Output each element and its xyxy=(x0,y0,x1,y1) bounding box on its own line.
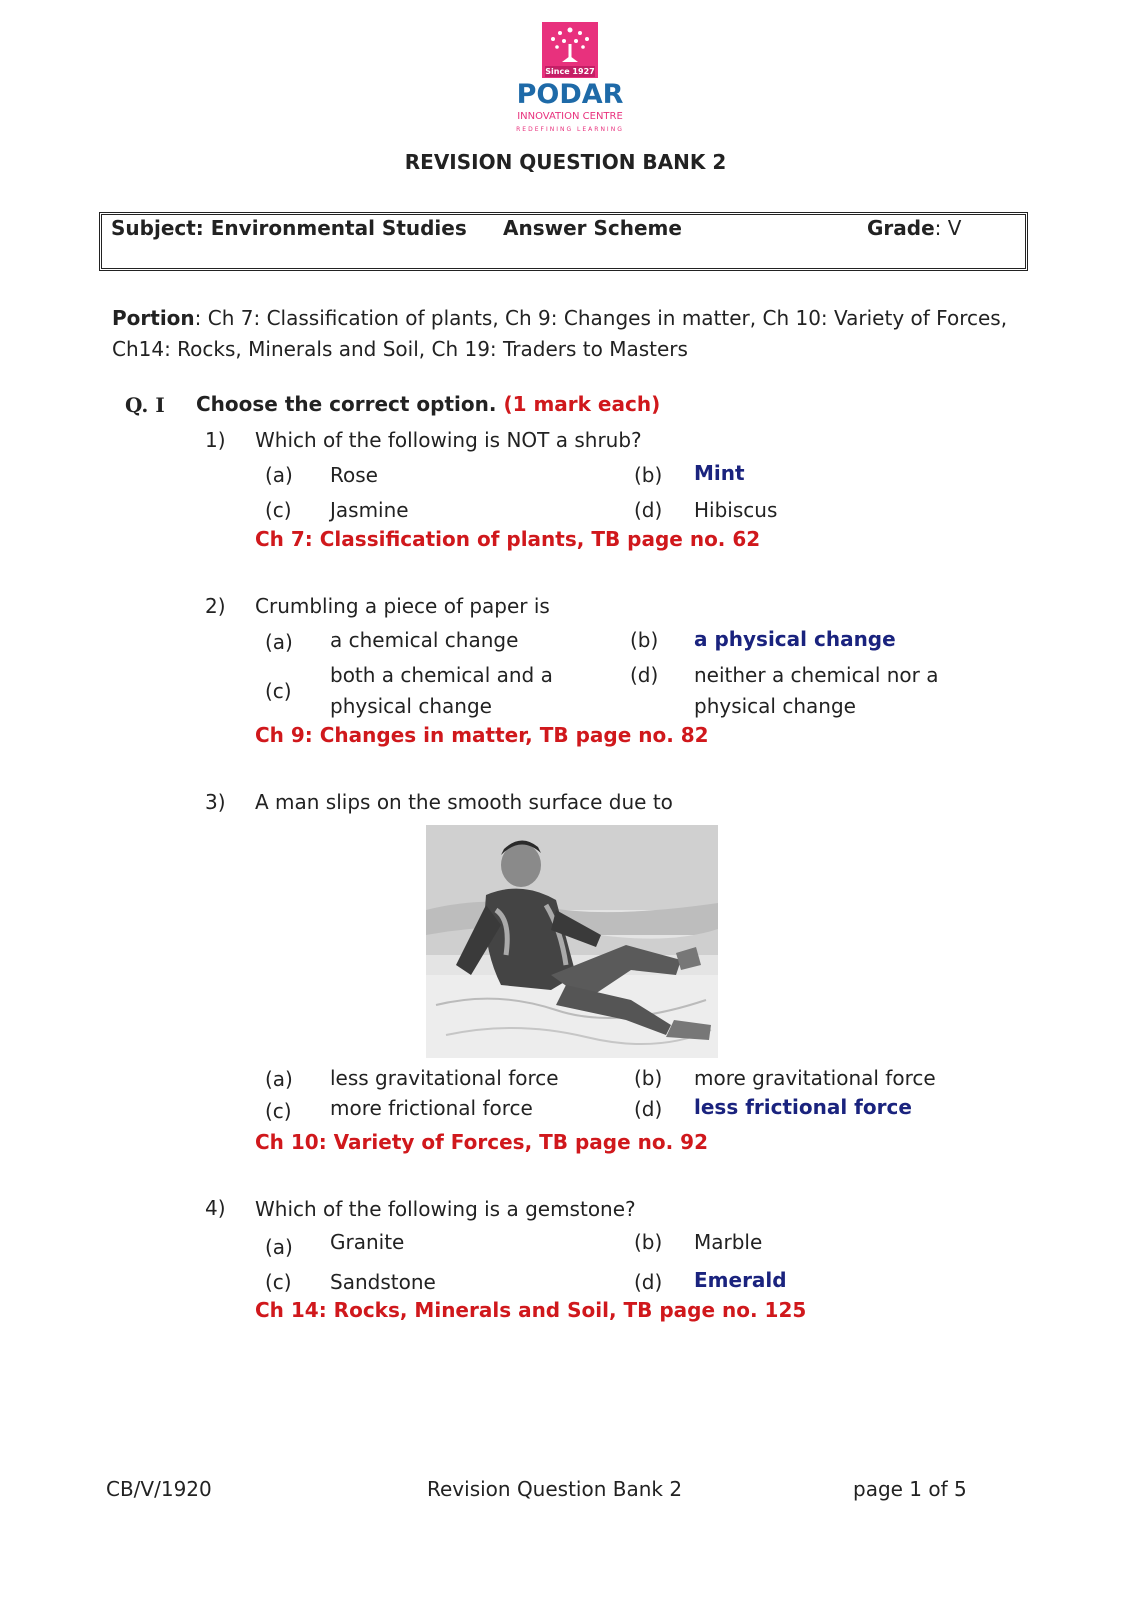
option-label: (a) xyxy=(265,1067,293,1091)
question-number: 4) xyxy=(205,1196,226,1220)
question-text: Crumbling a piece of paper is xyxy=(255,594,550,618)
question-number: 3) xyxy=(205,790,226,814)
option-text: Sandstone xyxy=(330,1270,436,1294)
option-text: less gravitational force xyxy=(330,1066,559,1090)
correct-answer: Mint xyxy=(694,461,745,485)
option-text: Marble xyxy=(694,1230,763,1254)
option-text-line: both a chemical and a xyxy=(330,663,553,687)
chapter-reference: Ch 9: Changes in matter, TB page no. 82 xyxy=(255,723,709,747)
option-label: (d) xyxy=(630,663,659,687)
option-label: (d) xyxy=(634,1097,663,1121)
footer-code: CB/V/1920 xyxy=(106,1477,212,1501)
logo-tagline: REDEFINING LEARNING xyxy=(516,126,624,133)
option-label: (c) xyxy=(265,1270,292,1294)
question-number: 2) xyxy=(205,594,226,618)
option-text: more gravitational force xyxy=(694,1066,936,1090)
option-label: (c) xyxy=(265,679,292,703)
option-text: a chemical change xyxy=(330,628,519,652)
option-text: Jasmine xyxy=(330,498,409,522)
option-label: (c) xyxy=(265,1099,292,1123)
option-text: Rose xyxy=(330,463,378,487)
grade-value: : V xyxy=(934,216,962,240)
option-label: (a) xyxy=(265,463,293,487)
chapter-reference: Ch 14: Rocks, Minerals and Soil, TB page no. 125 xyxy=(255,1298,807,1322)
subject-label: Subject: Environmental Studies xyxy=(111,216,467,240)
logo-name: PODAR xyxy=(516,79,624,110)
question-text: Which of the following is NOT a shrub? xyxy=(255,428,642,452)
tree-people-icon xyxy=(542,22,598,66)
option-text-line: physical change xyxy=(694,694,856,718)
correct-answer: less frictional force xyxy=(694,1095,912,1119)
option-label: (d) xyxy=(634,498,663,522)
correct-answer: a physical change xyxy=(694,627,896,651)
option-text-line: neither a chemical nor a xyxy=(694,663,939,687)
option-text: more frictional force xyxy=(330,1096,533,1120)
logo-subtitle: INNOVATION CENTRE xyxy=(517,111,623,122)
option-label: (b) xyxy=(630,628,659,652)
slipping-man-illustration xyxy=(426,825,718,1058)
option-label: (a) xyxy=(265,630,293,654)
question-text: Which of the following is a gemstone? xyxy=(255,1197,636,1221)
option-text: Granite xyxy=(330,1230,405,1254)
option-label: (a) xyxy=(265,1235,293,1259)
portion-text: : Ch 7: Classification of plants, Ch 9: Changes in matter, Ch 10: Variety of Forces, Ch14: Rocks, Minerals and Soil, Ch 19: Traders to Masters xyxy=(112,306,1008,361)
section-heading xyxy=(196,392,660,416)
portion xyxy=(112,303,1030,365)
option-label: (d) xyxy=(634,1270,663,1294)
option-text: Hibiscus xyxy=(694,498,778,522)
option-label: (c) xyxy=(265,498,292,522)
portion-label: Portion xyxy=(112,306,195,330)
section-number: Q. I xyxy=(125,393,165,417)
question-number: 1) xyxy=(205,428,226,452)
section-instruction: Choose the correct option. xyxy=(196,392,497,416)
option-label: (b) xyxy=(634,1230,663,1254)
chapter-reference: Ch 7: Classification of plants, TB page no. 62 xyxy=(255,527,761,551)
logo-since: Since 1927 xyxy=(545,67,595,76)
chapter-reference: Ch 10: Variety of Forces, TB page no. 92 xyxy=(255,1130,709,1154)
option-label: (b) xyxy=(634,1066,663,1090)
answer-scheme: Answer Scheme xyxy=(503,216,682,240)
correct-answer: Emerald xyxy=(694,1268,787,1292)
footer-center: Revision Question Bank 2 xyxy=(427,1477,683,1501)
option-label: (b) xyxy=(634,463,663,487)
grade-label: Grade xyxy=(867,216,935,240)
page-title: REVISION QUESTION BANK 2 xyxy=(404,150,727,174)
grade xyxy=(867,216,961,240)
question-text: A man slips on the smooth surface due to xyxy=(255,790,673,814)
option-text-line: physical change xyxy=(330,694,492,718)
section-marks: (1 mark each) xyxy=(503,392,661,416)
page-number: page 1 of 5 xyxy=(853,1477,967,1501)
